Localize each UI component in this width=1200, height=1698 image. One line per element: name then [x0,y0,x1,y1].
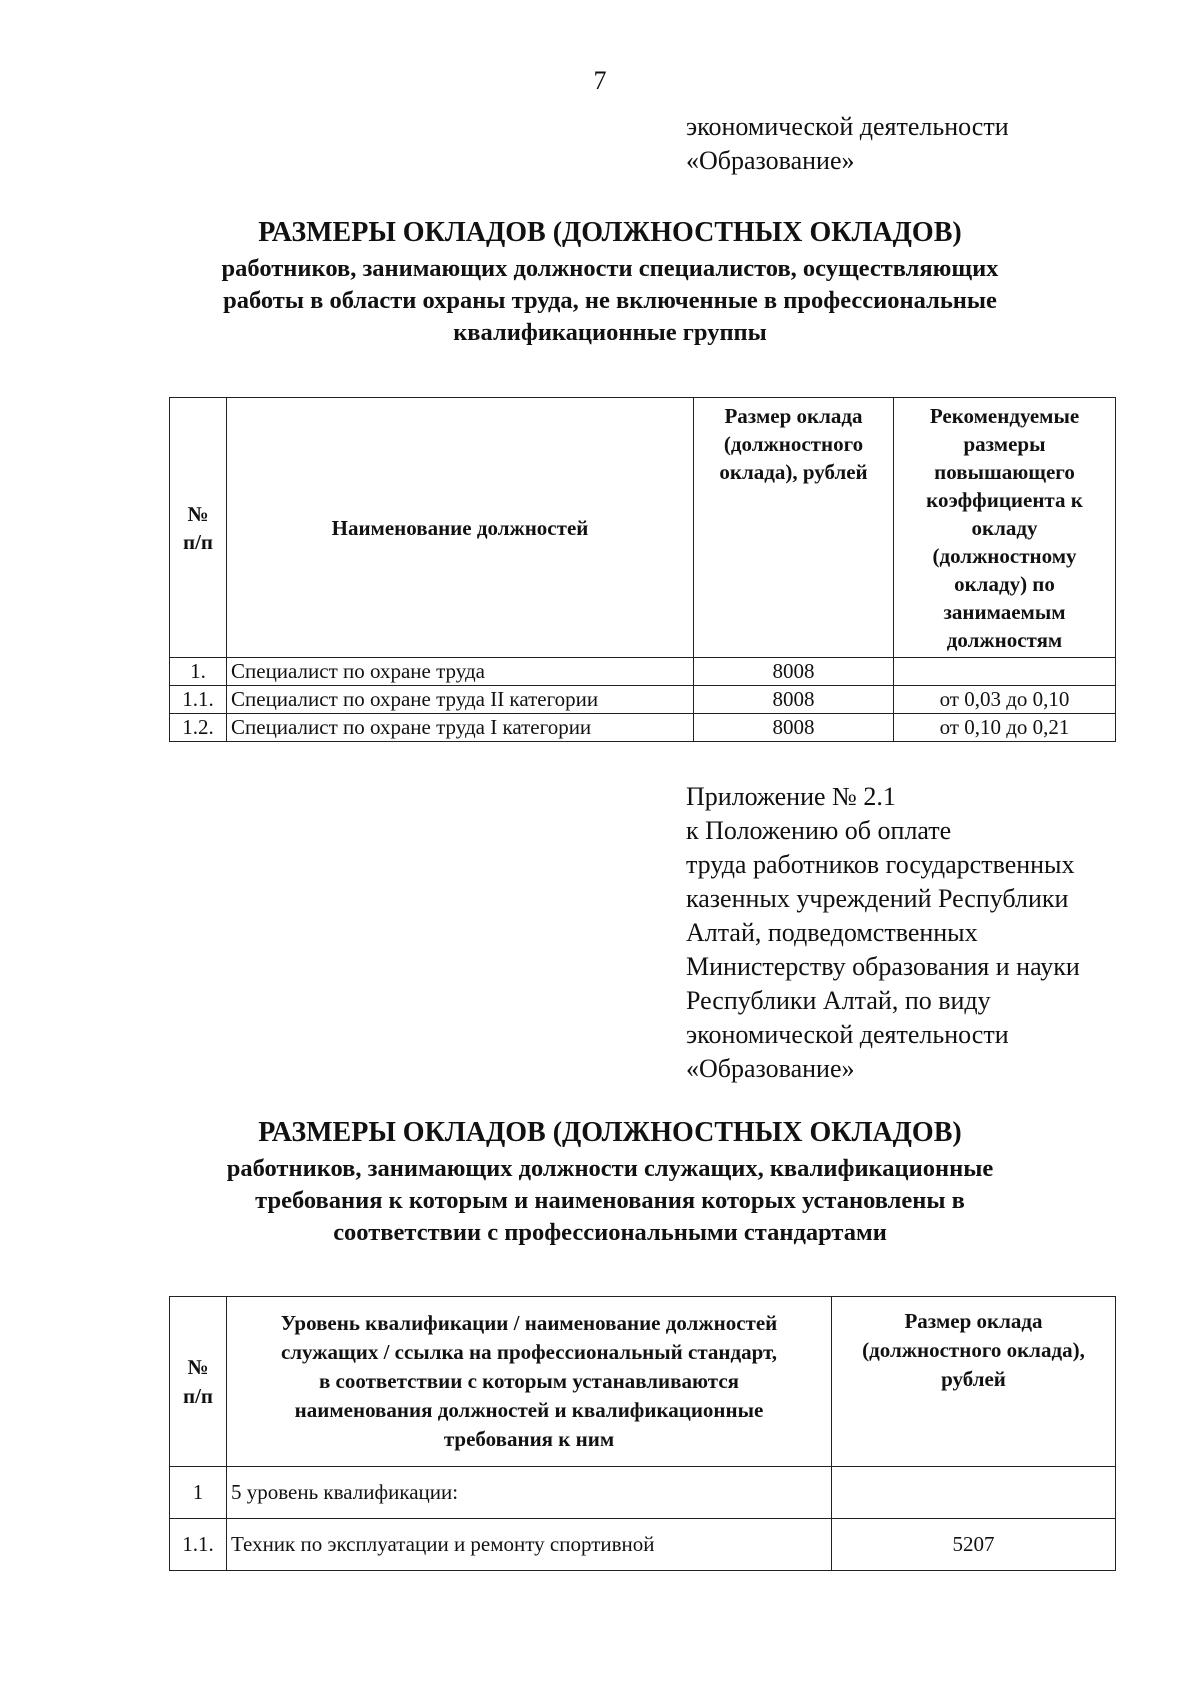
row-salary: 5207 [832,1519,1116,1571]
section1-title: РАЗМЕРЫ ОКЛАДОВ (ДОЛЖНОСТНЫХ ОКЛАДОВ) [258,217,962,248]
row-position: Техник по эксплуатации и ремонту спортивной [227,1519,832,1571]
table-row [170,658,1116,686]
row-coefficient: от 0,10 до 0,21 [894,714,1116,742]
appendix-note-line: к Положению об оплате [686,816,952,845]
row-num: 1.1. [170,1519,227,1571]
table-row [170,714,1116,742]
row-num: 1 [170,1467,227,1519]
page-number: 7 [593,66,607,95]
appendix-note-line: труда работников государственных [686,850,1075,879]
appendix-note-line: «Образование» [686,1054,855,1083]
appendix-note-line: экономической деятельности [686,1020,1009,1049]
row-num: 1.1. [170,686,227,714]
table-row [170,686,1116,714]
header-num: № п/п [170,1297,227,1467]
table-header-row [170,398,1116,658]
appendix-note [686,780,1080,1086]
table-row [170,1519,1116,1571]
appendix-note-line: Министерству образования и науки [686,952,1080,981]
appendix-note-line: Республики Алтай, по виду [686,986,991,1015]
appendix-note-line: Алтай, подведомственных [686,918,978,947]
section2-subtitle-line: требования к которым и наименования которых установлены в [255,1187,965,1214]
row-salary: 8008 [694,686,894,714]
row-position: Специалист по охране труда II категории [227,686,694,714]
header-qualification-level: Уровень квалификации / наименование должностей служащих / ссылка на профессиональный стандарт, в соответствии с которым устанавливаются наименования должностей и квалификационные требования к ним [227,1297,832,1467]
section2-subtitle-line: соответствии с профессиональными стандартами [333,1219,887,1246]
section1-table [169,397,1116,742]
top-note [686,110,1009,178]
section1-subtitle [150,253,1070,349]
row-salary: 8008 [694,658,894,686]
header-salary: Размер оклада (должностного оклада), рублей [694,398,894,658]
top-note-line: экономической деятельности [686,112,1009,141]
appendix-note-line: казенных учреждений Республики [686,884,1069,913]
table-header-row [170,1297,1116,1467]
row-position: 5 уровень квалификации: [227,1467,832,1519]
header-num: № п/п [170,398,227,658]
table-row [170,1467,1116,1519]
header-salary: Размер оклада (должностного оклада), рублей [832,1297,1116,1467]
row-salary: 8008 [694,714,894,742]
row-salary [832,1467,1116,1519]
section2-subtitle [150,1153,1070,1249]
section2-title: РАЗМЕРЫ ОКЛАДОВ (ДОЛЖНОСТНЫХ ОКЛАДОВ) [258,1117,962,1148]
row-num: 1. [170,658,227,686]
appendix-note-line: Приложение № 2.1 [686,782,896,811]
row-position: Специалист по охране труда [227,658,694,686]
row-num: 1.2. [170,714,227,742]
section1-subtitle-line: квалификационные группы [453,319,767,346]
section1-subtitle-line: работников, занимающих должности специалистов, осуществляющих [221,255,999,282]
row-coefficient [894,658,1116,686]
section2-table [169,1296,1116,1571]
section1-subtitle-line: работы в области охраны труда, не включенные в профессиональные [223,287,997,314]
header-coefficient: Рекомендуемые размеры повышающего коэффициента к окладу (должностному окладу) по занимаемым должностям [894,398,1116,658]
top-note-line: «Образование» [686,146,855,175]
header-position-name: Наименование должностей [227,398,694,658]
row-position: Специалист по охране труда I категории [227,714,694,742]
row-coefficient: от 0,03 до 0,10 [894,686,1116,714]
section2-subtitle-line: работников, занимающих должности служащих, квалификационные [226,1155,994,1182]
